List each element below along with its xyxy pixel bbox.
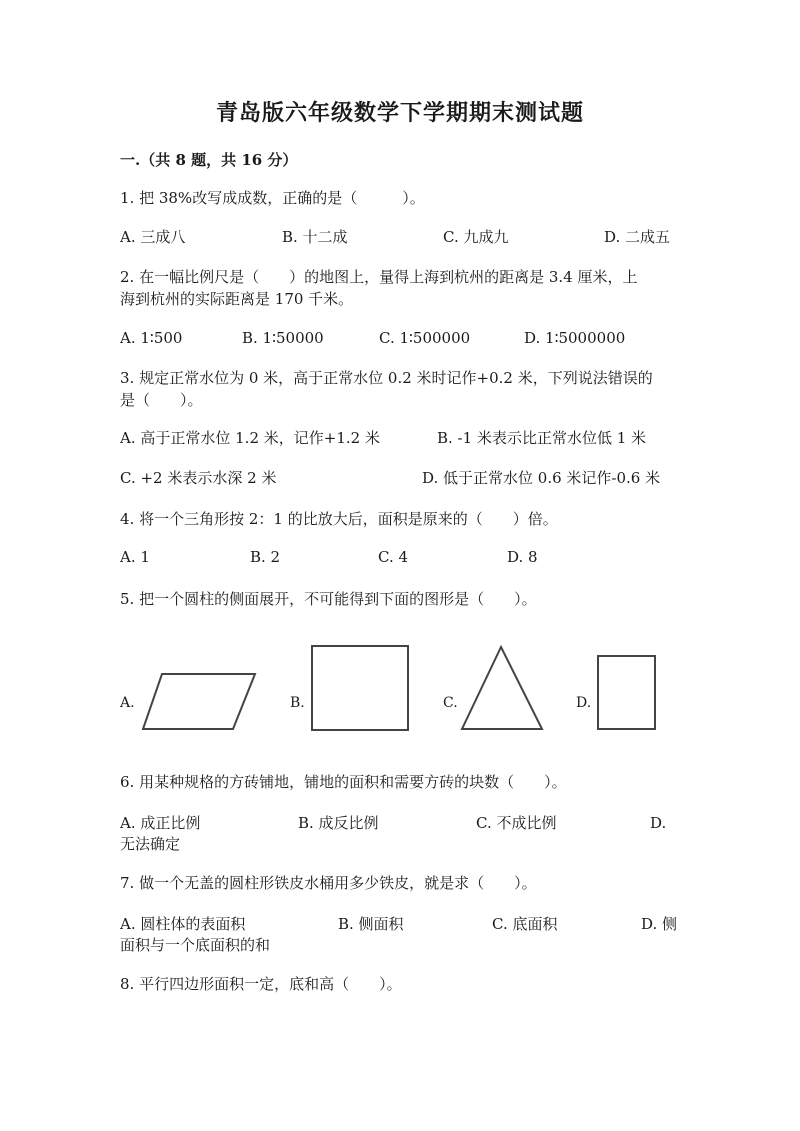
q3-option-a: A. 高于正常水位 1.2 米，记作+1.2 米 bbox=[120, 429, 380, 447]
q7-option-d: D. 侧 bbox=[641, 915, 678, 933]
q5-option-c-label: C. bbox=[443, 695, 458, 711]
q6-option-d-continued: 无法确定 bbox=[120, 835, 181, 853]
question-5-text: 5. 把一个圆柱的侧面展开，不可能得到下面的图形是（ ）。 bbox=[120, 590, 537, 608]
q7-option-a: A. 圆柱体的表面积 bbox=[120, 915, 246, 933]
q4-option-c: C. 4 bbox=[378, 548, 409, 566]
q2-option-d: D. 1∶5000000 bbox=[524, 329, 626, 347]
q3-option-b: B. -1 米表示比正常水位低 1 米 bbox=[437, 429, 647, 447]
q2-option-c: C. 1∶500000 bbox=[379, 329, 471, 347]
q5-option-b-label: B. bbox=[290, 695, 305, 711]
parallelogram-figure bbox=[140, 672, 260, 732]
q6-option-a: A. 成正比例 bbox=[120, 814, 201, 832]
q4-option-a: A. 1 bbox=[120, 548, 150, 566]
triangle-figure bbox=[460, 645, 546, 733]
q3-option-c: C. +2 米表示水深 2 米 bbox=[120, 469, 277, 487]
q5-option-d-label: D. bbox=[576, 695, 592, 711]
page-title: 青岛版六年级数学下学期期末测试题 bbox=[215, 100, 584, 126]
question-6-text: 6. 用某种规格的方砖铺地，铺地的面积和需要方砖的块数（ ）。 bbox=[120, 773, 567, 791]
question-7-text: 7. 做一个无盖的圆柱形铁皮水桶用多少铁皮，就是求（ ）。 bbox=[120, 874, 537, 892]
section-heading: 一.（共 8 题，共 16 分） bbox=[120, 151, 298, 169]
q1-option-d: D. 二成五 bbox=[604, 228, 671, 246]
q1-option-b: B. 十二成 bbox=[282, 228, 348, 246]
q5-option-a-label: A. bbox=[120, 695, 135, 711]
question-1-text: 1. 把 38%改写成成数，正确的是（ ）。 bbox=[120, 189, 425, 207]
square-figure bbox=[310, 644, 412, 732]
q6-option-b: B. 成反比例 bbox=[298, 814, 379, 832]
q1-option-c: C. 九成九 bbox=[443, 228, 509, 246]
q1-option-a: A. 三成八 bbox=[120, 228, 186, 246]
q7-option-c: C. 底面积 bbox=[492, 915, 558, 933]
question-8-text: 8. 平行四边形面积一定，底和高（ ）。 bbox=[120, 975, 402, 993]
q2-option-a: A. 1∶500 bbox=[120, 329, 183, 347]
q4-option-d: D. 8 bbox=[507, 548, 538, 566]
q2-option-b: B. 1∶50000 bbox=[242, 329, 324, 347]
question-2-line2: 海到杭州的实际距离是 170 千米。 bbox=[120, 290, 354, 308]
q6-option-c: C. 不成比例 bbox=[476, 814, 557, 832]
question-4-text: 4. 将一个三角形按 2：1 的比放大后，面积是原来的（ ）倍。 bbox=[120, 510, 558, 528]
rectangle-figure bbox=[596, 654, 658, 732]
question-3-line1: 3. 规定正常水位为 0 米，高于正常水位 0.2 米时记作+0.2 米，下列说法错误的 bbox=[120, 369, 653, 387]
q4-option-b: B. 2 bbox=[250, 548, 281, 566]
question-3-line2: 是（ ）。 bbox=[120, 391, 203, 409]
q6-option-d: D. bbox=[650, 814, 667, 832]
q3-option-d: D. 低于正常水位 0.6 米记作-0.6 米 bbox=[422, 469, 661, 487]
q7-option-d-continued: 面积与一个底面积的和 bbox=[120, 936, 271, 954]
question-2-line1: 2. 在一幅比例尺是（ ）的地图上，量得上海到杭州的距离是 3.4 厘米，上 bbox=[120, 268, 638, 286]
q7-option-b: B. 侧面积 bbox=[338, 915, 404, 933]
